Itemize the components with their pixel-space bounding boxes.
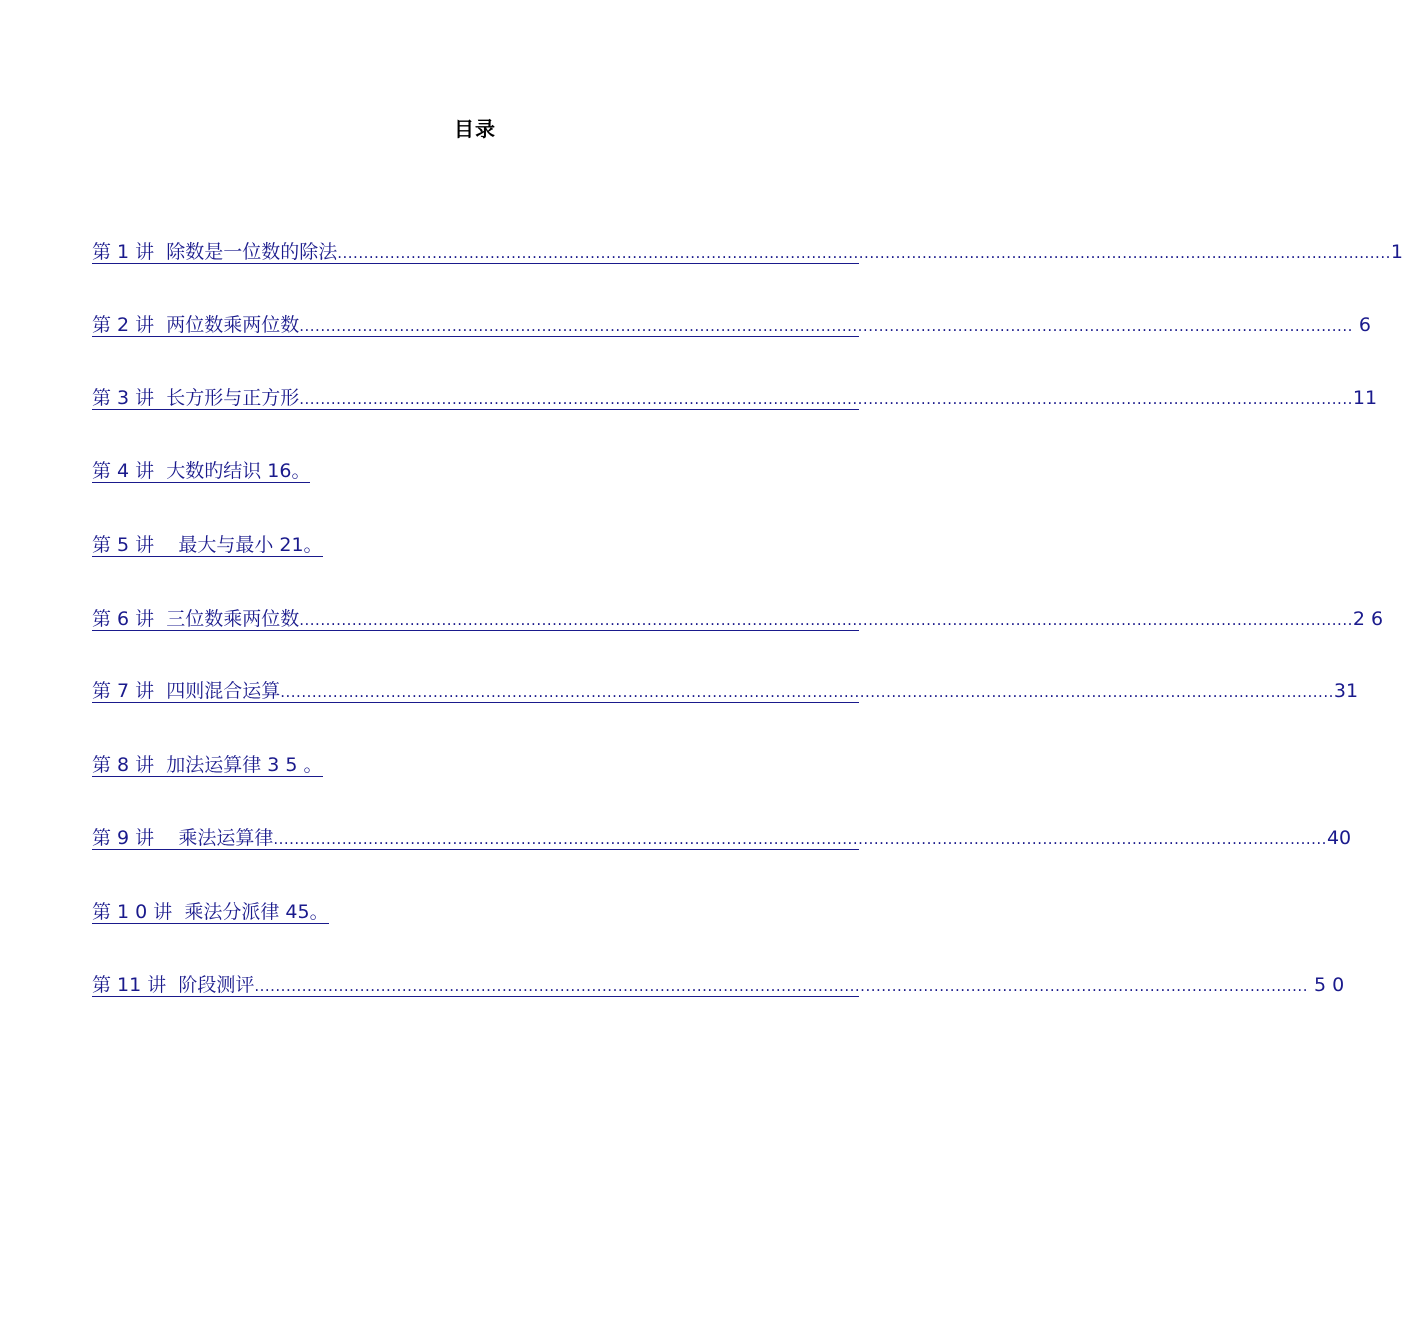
- toc-dot-leader: ........................................................................................................................................................................................................: [273, 830, 1327, 848]
- toc-entry-page: 11: [1352, 387, 1378, 409]
- toc-entry-10[interactable]: [92, 893, 329, 924]
- toc-entry-1[interactable]: [92, 233, 1403, 264]
- toc-entry-page: 31: [1333, 680, 1359, 702]
- toc-entry-label: 第 6 讲 三位数乘两位数: [92, 608, 300, 630]
- toc-entry-label: 第 3 讲 长方形与正方形: [92, 387, 300, 409]
- toc-dot-leader: ........................................................................................................................................................................................................: [254, 977, 1308, 995]
- toc-entry-label: 第 5 讲 最大与最小 21。: [92, 534, 323, 556]
- toc-entry-label: 第 4 讲 大数旳结识 16。: [92, 460, 311, 482]
- toc-entry-page: 5 0: [1307, 974, 1345, 996]
- toc-dot-leader: ........................................................................................................................................................................................................: [299, 390, 1353, 408]
- toc-entry-page: 1: [1390, 241, 1403, 263]
- toc-entry-2[interactable]: [92, 306, 1372, 337]
- toc-entry-label: 第 8 讲 加法运算律 3 5 。: [92, 754, 323, 776]
- toc-entry-6[interactable]: [92, 600, 1384, 631]
- toc-entry-5[interactable]: [92, 526, 323, 557]
- toc-entry-page: 40: [1326, 827, 1352, 849]
- toc-entry-11[interactable]: [92, 966, 1345, 997]
- toc-entry-page: 6: [1352, 314, 1372, 336]
- toc-entry-label: 第 2 讲 两位数乘两位数: [92, 314, 300, 336]
- toc-dot-leader: ........................................................................................................................................................................................................: [299, 317, 1353, 335]
- toc-entry-label: 第 9 讲 乘法运算律: [92, 827, 274, 849]
- toc-entry-4[interactable]: [92, 452, 310, 483]
- toc-entry-label: 第 1 讲 除数是一位数的除法: [92, 241, 338, 263]
- toc-entry-7[interactable]: [92, 672, 1359, 703]
- toc-entry-label: 第 11 讲 阶段测评: [92, 974, 255, 996]
- toc-dot-leader: ........................................................................................................................................................................................................: [337, 244, 1391, 262]
- toc-dot-leader: ........................................................................................................................................................................................................: [299, 611, 1353, 629]
- toc-entry-8[interactable]: [92, 746, 323, 777]
- toc-entry-label: 第 7 讲 四则混合运算: [92, 680, 281, 702]
- toc-entry-9[interactable]: [92, 819, 1352, 850]
- toc-dot-leader: ........................................................................................................................................................................................................: [280, 683, 1334, 701]
- toc-entry-page: 2 6: [1352, 608, 1384, 630]
- toc-entry-label: 第 1 0 讲 乘法分派律 45。: [92, 901, 329, 923]
- toc-entry-3[interactable]: [92, 379, 1378, 410]
- page-title: 目录: [454, 117, 496, 141]
